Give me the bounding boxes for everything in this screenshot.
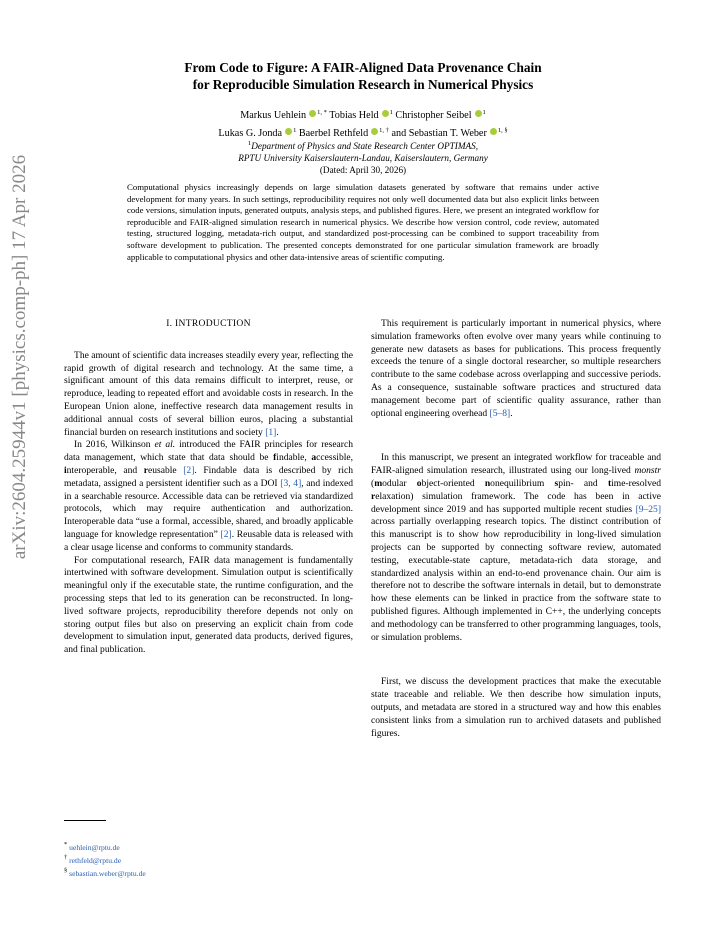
date-line: (Dated: April 30, 2026) [319,165,407,175]
footnote [64,840,364,853]
paragraph-text: nteroperable, and [66,464,138,476]
bold-letter: s [554,477,559,489]
paragraph-text: This requirement is particularly important in numerical physics, where simulation frameworks often evolve over many years while continuing to generate new datasets as bases for publications. This process frequently exceeds the tenure of a single doctoral researcher, so multiple researchers contribute to the same codebase across overlapping and successive periods. As a consequence, sustainable software practices and structured data management become part of scientific quality assurance, rather than optional engineering overhead [371,318,661,419]
affiliation-mark: 1 [248,140,252,147]
author-affil: 1 [389,109,393,116]
section-heading: I. INTRODUCTION [166,318,251,329]
paragraph: First, we discuss the development practices that make the executable state traceable and reliable. We then describe how simulation inputs, outputs, and metadata are stored in a structured way and how this enables consistent links from a simulation run to archived datasets and published figures. [371,676,661,739]
author-line-1 [118,106,608,124]
footnote-rule [64,820,106,821]
author-name: Baerbel Rethfeld [298,127,369,139]
footnote-mark: * [64,841,68,848]
paragraph-text: . Reusable data is released with a clear usage license and conforms to community standards. [64,528,354,553]
bold-letter: i [64,464,67,476]
author-affil: 1 [482,109,486,116]
orcid-icon[interactable] [382,110,389,117]
bold-letter: o [416,477,422,489]
paragraph: For computational research, FAIR data management is fundamentally intertwined with software development. Simulation output is scientifically meaningful only if the executable state, the runtime configuration, and the processing steps that led to its generation can be reconstructed. In long-lived software projects, reproducibility therefore depends not only on storing output files but also on preserving an explicit chain from code development to simulation input, generated data products, derived figures, and final publication. [64,554,353,656]
arxiv-identifier: arXiv:2604.25944v1 [physics.comp-ph] 17 Apr 2026 [9,154,30,560]
bold-letter: r [143,464,148,476]
bold-letter: m [374,477,383,489]
affiliation-text: Department of Physics and State Research Center OPTIMAS, [251,141,478,151]
orcid-icon[interactable] [285,128,292,135]
paragraph-text: introduced the FAIR principles for research data management, which state that data should be [64,439,353,464]
paragraph-text: et al. [154,439,176,451]
author-affil: 1, * [317,109,327,116]
citation-link[interactable]: [2] [220,528,232,540]
paragraph-text: onequilibrium [490,477,545,489]
email-link[interactable]: sebastian.weber@rptu.de [69,869,146,879]
orcid-icon[interactable] [475,110,482,117]
paragraph [64,439,353,554]
paragraph: This requirement is particularly important in numerical physics, where simulation frameworks often evolve over many years while continuing to generate new datasets as bases for publications. This process frequently exceeds the tenure of a single doctoral researcher, so multiple researchers contribute to the same codebase across overlapping and successive periods. As a consequence, sustainable software practices and structured data management become part of scientific quality assurance, rather than optional engineering overhead [5–8]. [371,318,661,419]
paragraph-text: ime-resolved [611,477,661,489]
bold-letter: n [484,477,491,489]
paragraph-text: ccessible, [316,452,354,464]
footnote-mark: † [64,854,68,862]
paragraph-text: The amount of scientific data increases steadily every year, reflecting the rapid growth of digital research and technology. At the same time, a significant amount of this data remains difficult to interpret, reuse, or reproduce, leading to repeated effort and avoidable costs in research. In the European Union alone, ineffective research data management results in additional annual costs of several billion euros, placing a substantial financial burden on research institutions and society [64,349,353,438]
left-column [64,318,353,657]
paragraph-text: across partially overlapping research topics. The distinct contribution of this manuscript is to show how reproducibility in long-lived simulation projects can be supported by connecting software review, automated testing, executable-state capture, metadata-rich data storage, and standardized analysis within an end-to-end provenance chain. Our aim is therefore not to describe the software internals in detail, but to demonstrate how these elements can be linked in practice from the software state to published figures. Although implemented in C++, the underlying concepts and methodology can be transferred to other programming languages, tools, or simulation problems. [371,516,661,643]
author-affil: 1 [293,126,297,134]
author-name: Sebastian T. Weber [408,127,487,139]
bold-letter: a [311,452,317,464]
title-line-2: for Reproducible Simulation Research in Numerical Physics [192,76,534,92]
citation-link[interactable]: [2] [183,464,195,476]
abstract: Computational physics increasingly depends on large simulation datasets generated by software that remains under active development for many years. In such settings, reproducibility requires not only well documented data but also explicit links between code versions, simulation inputs, generated outputs, analysis steps, and published figures. Here, we present an integrated workflow for reproducible and FAIR-aligned simulation research in numerical physics. We describe how version control, code review, automated testing, structured logging, metadata-rich output, and standardized post-processing can be combined to support traceability from software development to publication. The presented concepts demonstrated for one particular simulation framework are broadly applicable to computational physics and other data-intensive areas of scientific computing. [127,182,599,262]
paragraph-text: , and indexed in a searchable resource. Accessible data can be retrieved via standardized protocols, which may require authentication and authorization. Interoperable data “use a formal, accessible, shared, and broadly applicable language for knowledge representation” [64,477,353,540]
author-conjunction: and [391,127,407,139]
author-name: Tobias Held [329,110,379,121]
paragraph-text: In 2016, Wilkinson [74,439,151,451]
author-affil: 1, § [497,126,508,134]
affiliation-line-2: RPTU University Kaiserslautern-Landau, Kaiserslautern, Germany [238,153,488,163]
paragraph-text: indable, [276,452,307,464]
paragraph-text: bject-oriented [421,477,475,489]
bold-letter: f [273,452,277,464]
paper-title [118,60,608,93]
author-name: Lukas G. Jonda [218,127,283,139]
title-line-1: From Code to Figure: A FAIR-Aligned Data Provenance Chain [184,60,542,75]
author-name: Markus Uehlein [240,110,307,121]
orcid-icon[interactable] [309,110,316,117]
citation-link[interactable]: [9–25] [635,503,662,515]
email-link[interactable]: uehlein@rptu.de [69,843,120,852]
footnote-mark: § [64,867,68,875]
citation-link[interactable]: [3, 4] [280,477,302,489]
footnotes [64,840,364,880]
bold-letter: t [607,477,612,489]
author-list [118,106,608,141]
paragraph-text: In this manuscript, we present an integrated workflow for traceable and FAIR-aligned simulation research, illustrated using our long-lived [371,452,661,477]
paragraph: In this manuscript, we present an integrated workflow for traceable and FAIR-aligned simulation research, illustrated using our long-lived monstr (modular object-oriented nonequilibrium spin- and time-resolved relaxation) simulation framework. The code has been in active development since 2019 and has supported multiple recent studies [9–25] across partially overlapping research topics. The distinct contribution of this manuscript is to show how reproducibility in long-lived simulation projects can be supported by connecting software review, automated testing, executable-state capture, metadata-rich data storage, and standardized analysis within an end-to-end provenance chain. Our aim is therefore not to describe the software internals in detail, but to demonstrate how these elements can be linked in practice from the software state to published figures. Although implemented in C++, the underlying concepts and methodology can be transferred to other programming languages, tools, or simulation problems. [371,452,662,643]
author-affil: 1, † [379,126,389,134]
affiliation [118,138,608,176]
citation-link[interactable]: [5–8] [489,407,511,419]
framework-name: monstr [634,465,662,477]
paragraph-text: elaxation) simulation framework. The code has been in active development since 2019 and has supported multiple recent studies [371,490,661,515]
citation-link[interactable]: [1] [265,426,277,438]
footnote [64,866,364,879]
email-link[interactable]: rethfeld@rptu.de [69,856,122,866]
bold-letter: r [371,490,376,502]
paragraph: The amount of scientific data increases steadily every year, reflecting the rapid growth of digital research and technology. At the same time, a significant amount of this data remains difficult to interpret, reuse, or reproduce, leading to repeated effort and avoidable costs in research. In the European Union alone, ineffective research data management results in additional annual costs of several billion euros, placing a substantial financial burden on research institutions and society [1]. [64,349,353,438]
paragraph-text: eusable [148,464,177,476]
affiliation-line-1 [118,138,608,152]
paragraph-text: pin- and [558,477,598,489]
orcid-icon[interactable] [490,128,497,135]
paragraph-text: odular [382,477,407,489]
paragraph-text: . Findable data is described by rich metadata, assigned a persistent identifier such as a DOI [64,464,354,489]
footnote [64,853,364,866]
right-column [371,318,661,740]
orcid-icon[interactable] [371,128,378,135]
author-name: Christopher Seibel [395,110,472,121]
